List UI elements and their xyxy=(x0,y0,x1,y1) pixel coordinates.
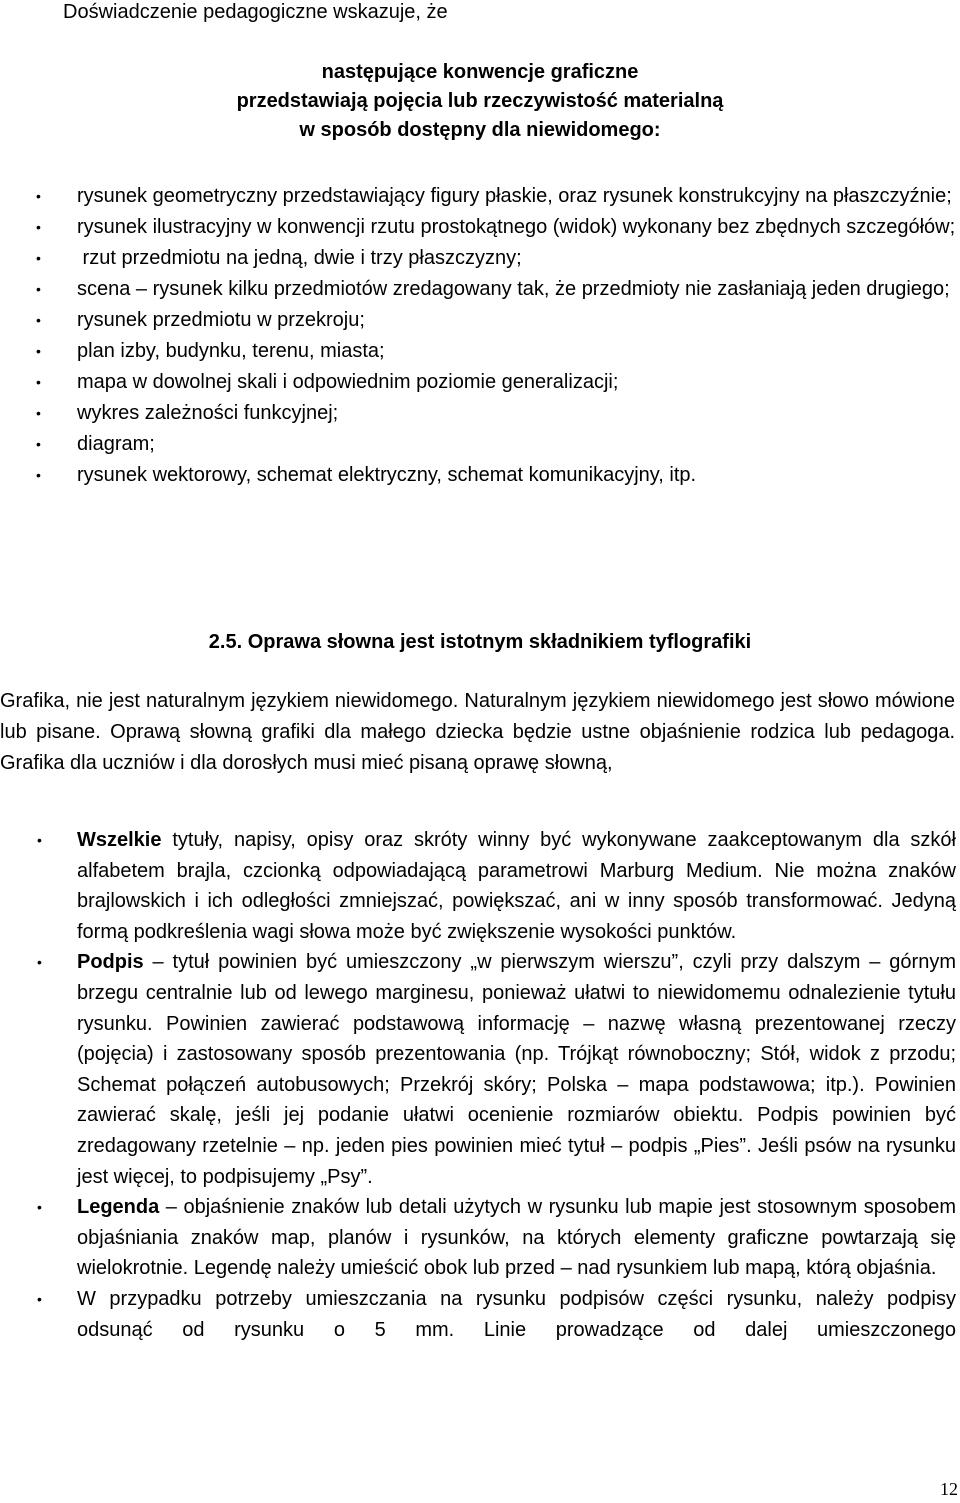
bullet-icon: • xyxy=(36,188,41,204)
list-item-text xyxy=(77,825,956,947)
list-item-keyword: Podpis xyxy=(77,951,144,974)
section-paragraph: Grafika, nie jest naturalnym językiem niewidomego. Naturalnym językiem niewidomego jest słowo mówione lub pisane. Oprawą słowną grafiki dla małego dziecka będzie ustne objaśnienie rodzica lub pedagoga. Grafika dla uczniów i dla dorosłych musi mieć pisaną oprawę słowną, xyxy=(0,690,955,774)
bullet-icon: • xyxy=(37,954,42,971)
list-item xyxy=(0,181,960,212)
list-item xyxy=(0,398,960,429)
list-item xyxy=(0,212,960,243)
list-item xyxy=(0,367,960,398)
bullet-icon: • xyxy=(36,312,41,328)
bullet-icon: • xyxy=(36,250,41,266)
list-item xyxy=(0,460,960,491)
list-item xyxy=(0,1192,960,1284)
list-item xyxy=(0,274,960,305)
list-item-body: – objaśnienie znaków lub detali użytych w rysunku lub mapie jest stosownym sposobem objaśniania znaków map, planów i rysunków, na których elementy graficzne powtarzają się wielokrotnie. Legendę należy umieścić obok lub przed – nad rysunkiem lub mapą, którą objaśnia. xyxy=(77,1196,956,1280)
page-number: 12 xyxy=(940,1479,958,1499)
list-item-text: rzut przedmiotu na jedną, dwie i trzy płaszczyzny; xyxy=(77,247,522,269)
conventions-heading xyxy=(0,58,960,145)
bullet-icon: • xyxy=(37,1199,42,1216)
list-item-text xyxy=(77,947,956,1192)
list-item-text: rysunek przedmiotu w przekroju; xyxy=(77,309,365,331)
list-item-text: diagram; xyxy=(77,433,155,455)
list-item-text: mapa w dowolnej skali i odpowiednim poziomie generalizacji; xyxy=(77,371,619,393)
list-item-body: tytuły, napisy, opisy oraz skróty winny być wykonywane zaakceptowanym dla szkół alfabetem brajla, czcionką odpowiadającą parametrowi Marburg Medium. Nie można znaków brajlowskich i ich odległości zmniejszać, powiększać, ani w inny sposób transformować. Jedyną formą podkreślenia wagi słowa może być zwiększenie wysokości punktów. xyxy=(77,829,956,943)
list-item-text xyxy=(77,1284,956,1345)
list-item-body: – tytuł powinien być umieszczony „w pierwszym wierszu”, czyli przy dalszym – górnym brzegu centralnie lub od lewego marginesu, ponieważ ułatwi to niewidomemu odnalezienie tytułu rysunku. Powinien zawierać podstawową informację – nazwę własną prezentowanej rzeczy (pojęcia) i zastosowany sposób prezentowania (np. Trójkąt równoboczny; Stół, widok z przodu; Schemat połączeń autobusowych; Przekrój skóry; Polska – mapa podstawowa; itp.). Powinien zawierać skalę, jeśli jej podanie ułatwi ocenienie rozmiarów obiektu. Podpis powinien być zredagowany rzetelnie – np. jeden pies powinien mieć tytuł – podpis „Pies”. Jeśli psów na rysunku jest więcej, to podpisujemy „Psy”. xyxy=(77,951,956,1188)
bullet-icon: • xyxy=(36,374,41,390)
bullet-icon: • xyxy=(36,219,41,235)
bullet-icon: • xyxy=(36,436,41,452)
list-item xyxy=(0,825,960,947)
heading-line: w sposób dostępny dla niewidomego: xyxy=(299,119,661,141)
list-item xyxy=(0,243,960,274)
list-item xyxy=(0,429,960,460)
list-item xyxy=(0,1284,960,1345)
list-item-keyword: Legenda xyxy=(77,1196,160,1219)
list-item-text: rysunek wektorowy, schemat elektryczny, schemat komunikacyjny, itp. xyxy=(77,464,697,486)
heading-line: przedstawiają pojęcia lub rzeczywistość materialną xyxy=(236,90,724,112)
list-item-text xyxy=(77,1192,956,1284)
list-item xyxy=(0,305,960,336)
list-item-text: scena – rysunek kilku przedmiotów zredagowany tak, że przedmioty nie zasłaniają jeden drugiego; xyxy=(77,278,950,300)
list-item-keyword: Wszelkie xyxy=(77,829,162,851)
intro-text: Doświadczenie pedagogiczne wskazuje, że xyxy=(63,1,448,23)
section-title: 2.5. Oprawa słowna jest istotnym składnikiem tyflografiki xyxy=(208,631,752,653)
bullet-icon: • xyxy=(36,343,41,359)
list-item-text: wykres zależności funkcyjnej; xyxy=(77,402,339,424)
list-item xyxy=(0,336,960,367)
list-item-text: plan izby, budynku, terenu, miasta; xyxy=(77,340,385,362)
list-item-text: rysunek geometryczny przedstawiający figury płaskie, oraz rysunek konstrukcyjny na płaszczyźnie; xyxy=(77,185,952,207)
conventions-list xyxy=(0,181,960,491)
bullet-icon: • xyxy=(37,832,42,848)
rules-list xyxy=(0,825,960,1345)
list-item-body: W przypadku potrzeby umieszczania na rysunku podpisów części rysunku, należy podpisy odsunąć od rysunku o 5 mm. Linie prowadzące od dalej umieszczonego xyxy=(77,1287,956,1341)
bullet-icon: • xyxy=(36,281,41,297)
bullet-icon: • xyxy=(37,1290,42,1307)
bullet-icon: • xyxy=(36,405,41,421)
list-item xyxy=(0,947,960,1192)
heading-line: następujące konwencje graficzne xyxy=(321,61,639,83)
list-item-text: rysunek ilustracyjny w konwencji rzutu prostokątnego (widok) wykonany bez zbędnych szczegółów; xyxy=(77,216,956,238)
bullet-icon: • xyxy=(36,467,41,483)
